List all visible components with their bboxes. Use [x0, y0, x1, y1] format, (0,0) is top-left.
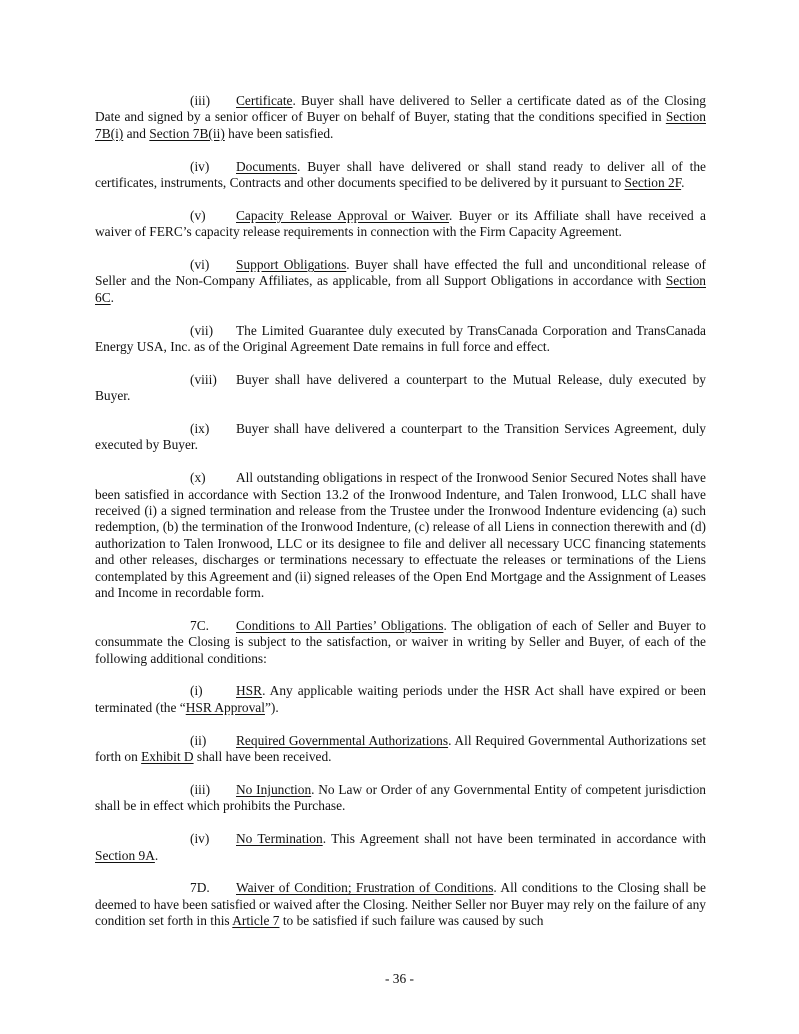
paragraph-text: .: [681, 175, 685, 191]
paragraph-capacity-release: [95, 208, 706, 241]
paragraph-limited-guarantee: [95, 323, 706, 356]
exhibit-reference: Exhibit D: [141, 749, 194, 765]
paragraph-documents: [95, 159, 706, 192]
paragraph-heading: Support Obligations: [236, 257, 347, 273]
paragraph-number: (v): [190, 207, 206, 223]
paragraph-number: (iii): [190, 781, 211, 797]
page-number: - 36 -: [384, 971, 414, 986]
paragraph-text: . Buyer or its Affiliate shall have received a waiver of FERC’s capacity release requirements in connection with the Firm Capacity Agreement.: [95, 207, 706, 240]
paragraph-heading: HSR: [236, 683, 263, 699]
paragraph-text: . This Agreement shall not have been terminated in accordance with: [322, 831, 706, 847]
paragraph-text: ”).: [264, 699, 279, 715]
paragraph-text: .: [110, 289, 114, 305]
paragraph-number: (i): [190, 683, 203, 699]
section-number: 7D.: [190, 880, 210, 896]
paragraph-hsr: [95, 683, 706, 716]
paragraph-text: . Buyer shall have delivered to Seller a certificate dated as of the Closing Date and signed by a senior officer of Buyer on behalf of Buyer, stating that the conditions specified in: [95, 93, 706, 125]
paragraph-text: to be satisfied if such failure was caused by such: [279, 913, 544, 929]
paragraph-no-injunction: [95, 782, 706, 815]
paragraph-transition-services: [95, 421, 706, 454]
paragraph-number: (iii): [190, 93, 211, 108]
paragraph-senior-secured-notes: [95, 470, 706, 601]
paragraph-text: The Limited Guarantee duly executed by TransCanada Corporation and TransCanada Energy USA, Inc. as of the Original Agreement Date remains in full force and effect.: [95, 322, 706, 355]
paragraph-number: (iv): [190, 831, 210, 847]
paragraph-text: Buyer shall have delivered a counterpart to the Transition Services Agreement, duly executed by Buyer.: [95, 421, 706, 453]
section-reference: Section 7B(ii): [149, 125, 225, 141]
paragraph-number: (x): [190, 470, 206, 486]
paragraph-number: (vi): [190, 257, 210, 273]
paragraph-number: (vii): [190, 322, 214, 338]
paragraph-text: All outstanding obligations in respect of the Ironwood Senior Secured Notes shall have been satisfied in accordance with Section 13.2 of the Ironwood Indenture, and Talen Ironwood, LLC shall have received (i) a signed termination and release from the Trustee under the Ironwood Indenture evidencing (a) such redemption, (b) the termination of the Ironwood Indenture, (c) release of all Liens in connection therewith and (d) authorization to Talen Ironwood, LLC or its designee to file and deliver all necessary UCC financing statements and other releases, discharges or terminations necessary to effectuate the releases or terminations of the Liens contemplated by this Agreement and (ii) signed releases of the Open End Mortgage and the Assignment of Leases and Income in recordable form.: [95, 470, 706, 601]
paragraph-certificate: [95, 93, 706, 142]
paragraph-heading: No Termination: [236, 831, 323, 847]
paragraph-text: . The obligation of each of Seller and Buyer to consummate the Closing is subject to the satisfaction, or waiver in writing by Seller and Buyer, of each of the following additional conditions:: [95, 617, 706, 666]
paragraph-text: . Buyer shall have effected the full and unconditional release of Seller and the Non-Company Affiliates, as applicable, from all Support Obligations in accordance with: [95, 257, 706, 289]
paragraph-text: . Any applicable waiting periods under the HSR Act shall have expired or been terminated (the “: [95, 683, 706, 715]
paragraph-text: . All conditions to the Closing shall be deemed to have been satisfied or waived after the Closing. Neither Seller nor Buyer may rely on the failure of any condition set forth in this: [95, 880, 706, 929]
section-reference: Section 9A: [95, 847, 155, 863]
paragraph-heading: Capacity Release Approval or Waiver: [236, 207, 450, 223]
paragraph-number: (ix): [190, 421, 210, 437]
section-7d: [95, 880, 706, 929]
section-heading: Waiver of Condition; Frustration of Conditions: [236, 880, 494, 896]
section-7c: [95, 618, 706, 667]
paragraph-no-termination: [95, 831, 706, 864]
paragraph-text: . Buyer shall have delivered or shall stand ready to deliver all of the certificates, instruments, Contracts and other documents specified to be delivered by it pursuant to: [95, 158, 706, 191]
paragraph-text: and: [123, 125, 150, 141]
paragraph-text: shall have been received.: [193, 749, 332, 765]
defined-term: HSR Approval: [185, 699, 265, 715]
article-reference: Article 7: [232, 913, 280, 929]
paragraph-number: (ii): [190, 732, 207, 748]
section-reference: Section 2F: [624, 175, 682, 191]
paragraph-governmental-authorizations: [95, 733, 706, 766]
paragraph-support-obligations: [95, 257, 706, 306]
section-number: 7C.: [190, 617, 209, 633]
paragraph-text: .: [154, 847, 159, 863]
paragraph-text: . No Law or Order of any Governmental Entity of competent jurisdiction shall be in effect which prohibits the Purchase.: [95, 781, 706, 814]
paragraph-heading: Documents: [236, 158, 297, 174]
paragraph-mutual-release: [95, 372, 706, 405]
paragraph-heading: Certificate: [236, 93, 293, 108]
paragraph-heading: Required Governmental Authorizations: [236, 732, 449, 748]
paragraph-heading: No Injunction: [236, 781, 312, 797]
paragraph-text: have been satisfied.: [224, 125, 334, 141]
paragraph-text: . All Required Governmental Authorizations set forth on: [95, 732, 706, 765]
section-reference: Section 6C: [95, 273, 706, 305]
document-body: [95, 93, 706, 930]
section-heading: Conditions to All Parties’ Obligations: [236, 617, 444, 633]
paragraph-text: Buyer shall have delivered a counterpart to the Mutual Release, duly executed by Buyer.: [95, 371, 706, 404]
paragraph-number: (iv): [190, 158, 210, 174]
paragraph-number: (viii): [190, 371, 217, 387]
section-reference: Section 7B(i): [95, 109, 706, 141]
